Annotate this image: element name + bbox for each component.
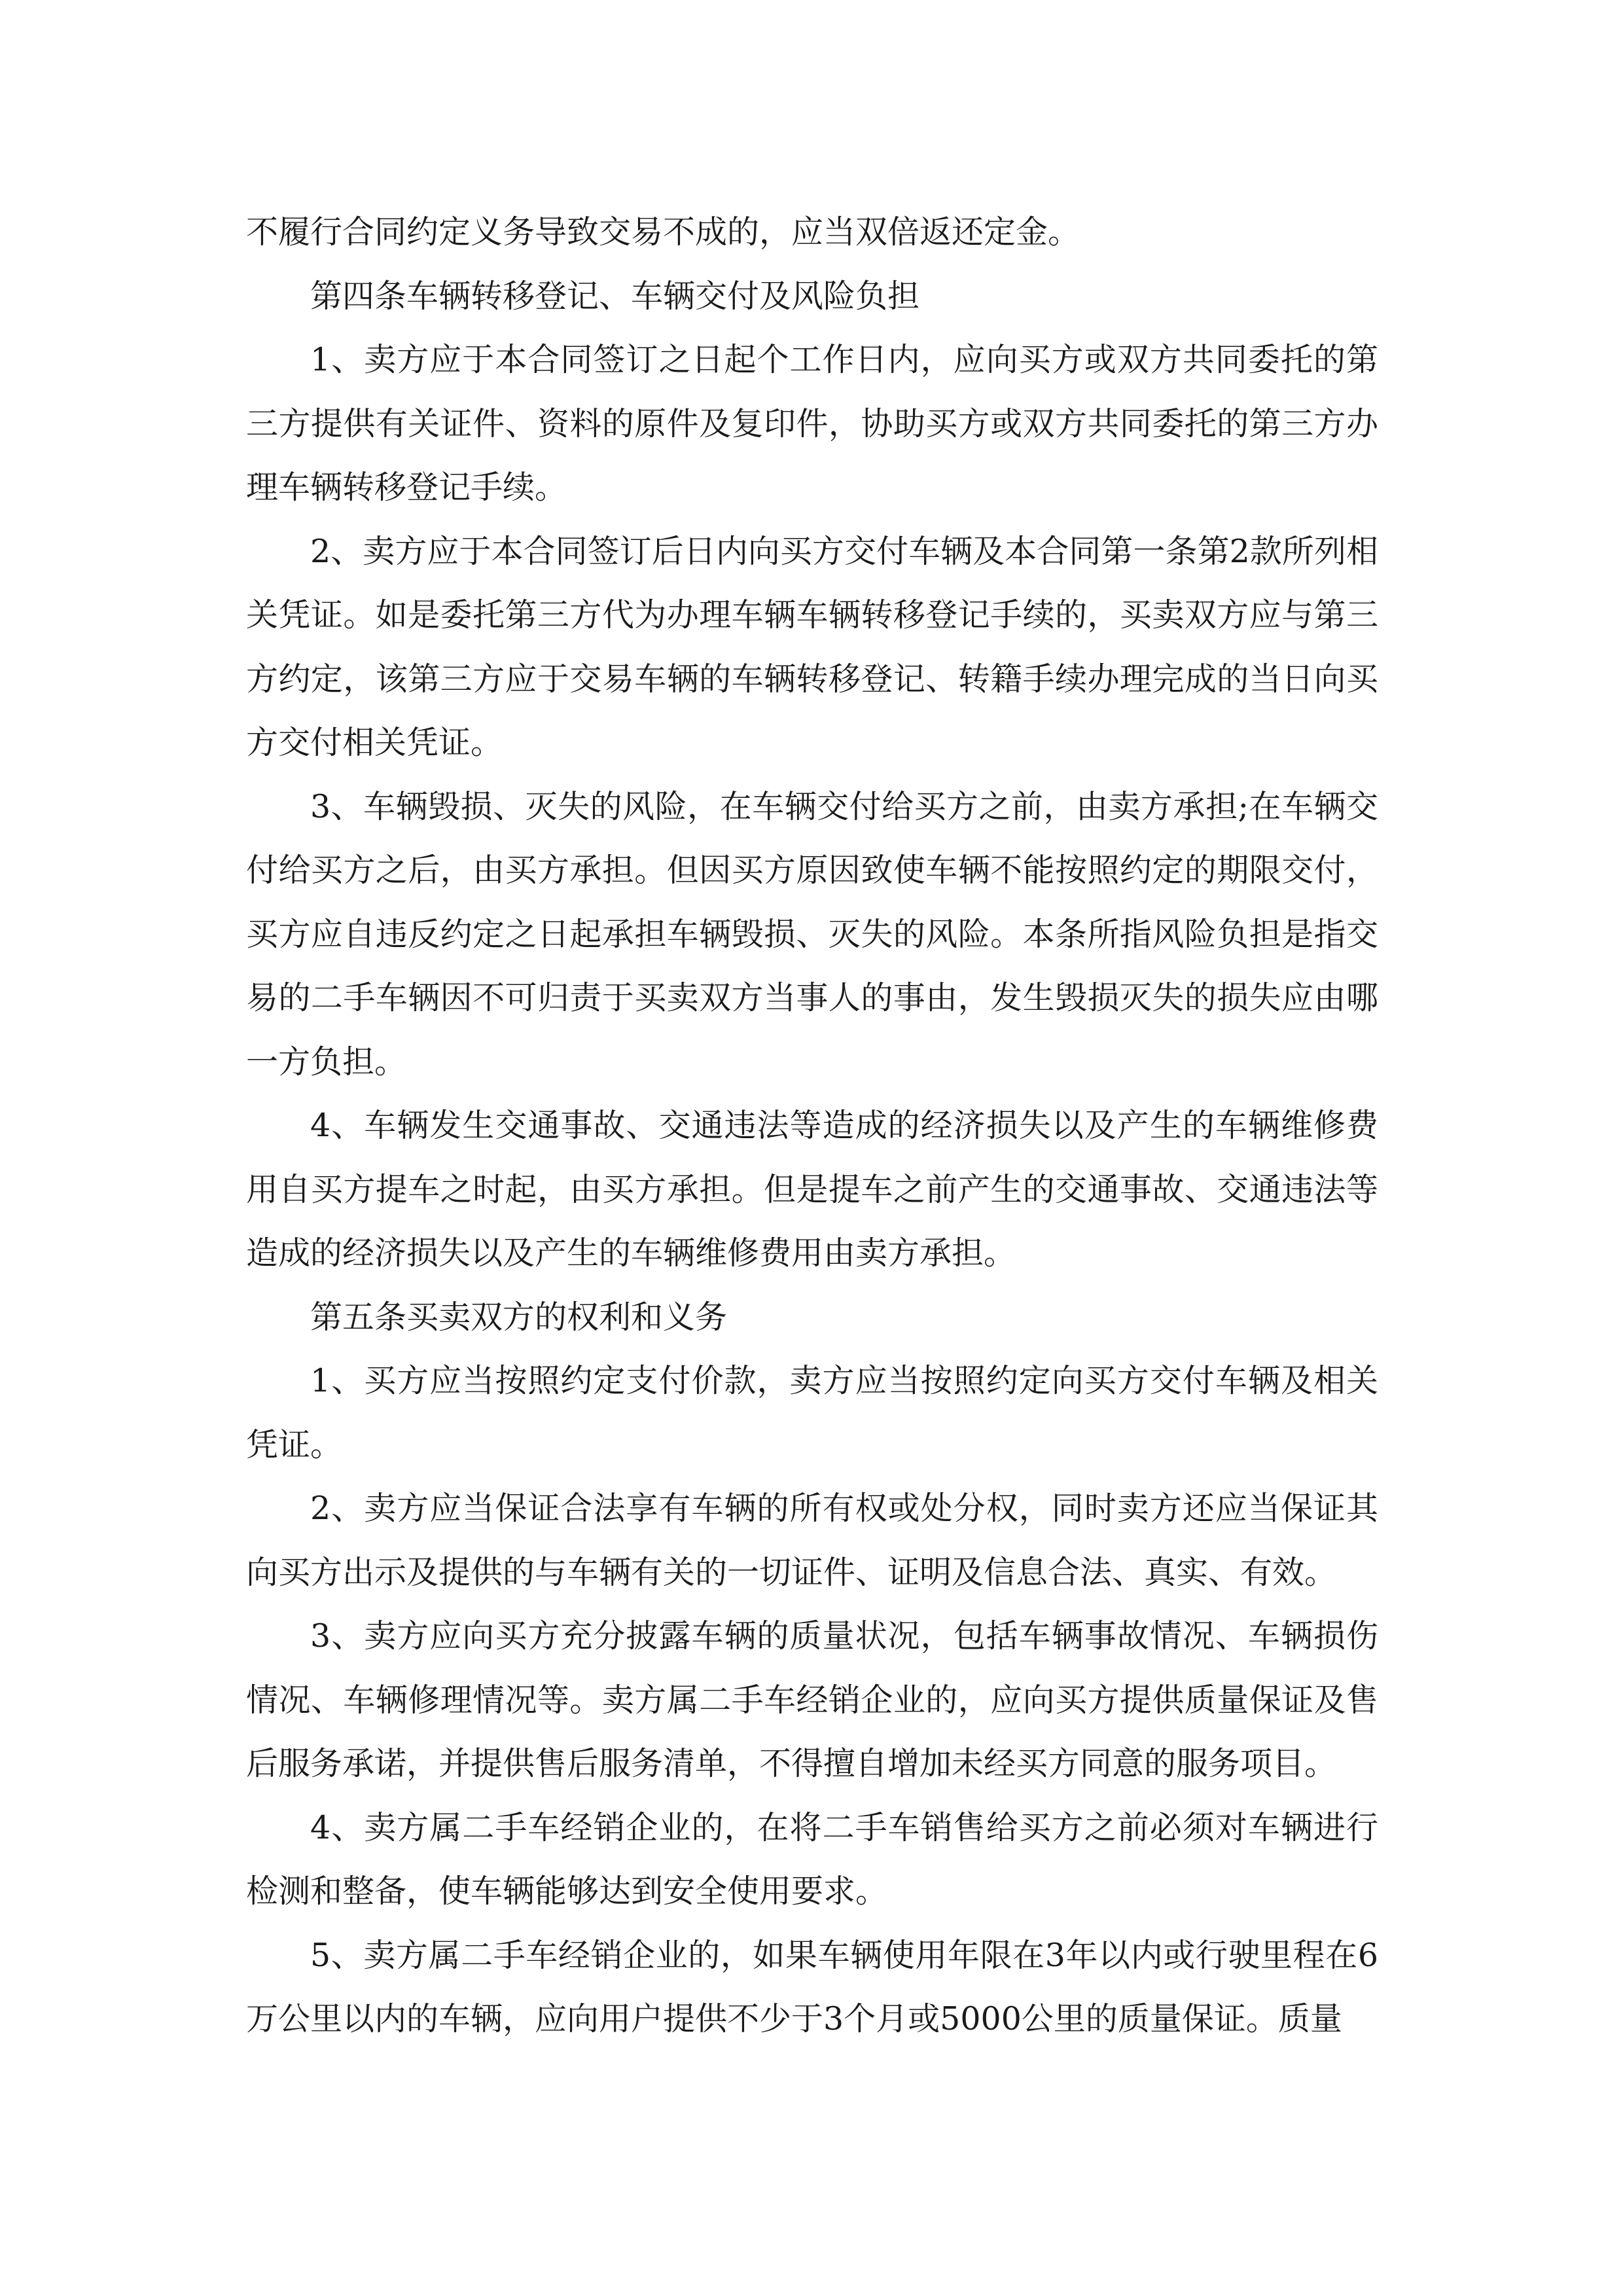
paragraph-4-4: 4、车辆发生交通事故、交通违法等造成的经济损失以及产生的车辆维修费用自买方提车之时起，由买方承担。但是提车之前产生的交通事故、交通违法等造成的经济损失以及产生的车辆维修费用由卖方承担。 bbox=[246, 1107, 1378, 1272]
article-4-heading: 第四条车辆转移登记、车辆交付及风险负担 bbox=[310, 277, 920, 315]
article-5-heading: 第五条买卖双方的权利和义务 bbox=[310, 1298, 728, 1336]
paragraph-5-1: 1、买方应当按照约定支付价款，卖方应当按照约定向买方交付车辆及相关凭证。 bbox=[246, 1362, 1378, 1463]
paragraph-4-2: 2、卖方应于本合同签订后日内向买方交付车辆及本合同第一条第2款所列相关凭证。如是委托第三方代为办理车辆车辆转移登记手续的，买卖双方应与第三方约定，该第三方应于交易车辆的车辆转移登记、转籍手续办理完成的当日向买方交付相关凭证。 bbox=[246, 532, 1378, 761]
paragraph-4-1: 1、卖方应于本合同签订之日起个工作日内，应向买方或双方共同委托的第三方提供有关证件、资料的原件及复印件，协助买方或双方共同委托的第三方办理车辆转移登记手续。 bbox=[246, 341, 1378, 506]
document-body bbox=[246, 200, 1378, 2051]
paragraph-4-3: 3、车辆毁损、灭失的风险，在车辆交付给买方之前，由卖方承担;在车辆交付给买方之后，由买方承担。但因买方原因致使车辆不能按照约定的期限交付，买方应自违反约定之日起承担车辆毁损、灭失的风险。本条所指风险负担是指交易的二手车辆因不可归责于买卖双方当事人的事由，发生毁损灭失的损失应由哪一方负担。 bbox=[246, 787, 1378, 1081]
paragraph-5-5: 5、卖方属二手车经销企业的，如果车辆使用年限在3年以内或行驶里程在6万公里以内的车辆，应向用户提供不少于3个月或5000公里的质量保证。质量 bbox=[246, 1936, 1378, 2037]
paragraph-0: 不履行合同约定义务导致交易不成的，应当双倍返还定金。 bbox=[246, 213, 1080, 251]
paragraph-5-3: 3、卖方应向买方充分披露车辆的质量状况，包括车辆事故情况、车辆损伤情况、车辆修理情况等。卖方属二手车经销企业的，应向买方提供质量保证及售后服务承诺，并提供售后服务清单，不得擅自增加未经买方同意的服务项目。 bbox=[246, 1617, 1378, 1782]
paragraph-5-4: 4、卖方属二手车经销企业的，在将二手车销售给买方之前必须对车辆进行检测和整备，使车辆能够达到安全使用要求。 bbox=[246, 1808, 1378, 1910]
paragraph-5-2: 2、卖方应当保证合法享有车辆的所有权或处分权，同时卖方还应当保证其向买方出示及提供的与车辆有关的一切证件、证明及信息合法、真实、有效。 bbox=[246, 1490, 1378, 1591]
